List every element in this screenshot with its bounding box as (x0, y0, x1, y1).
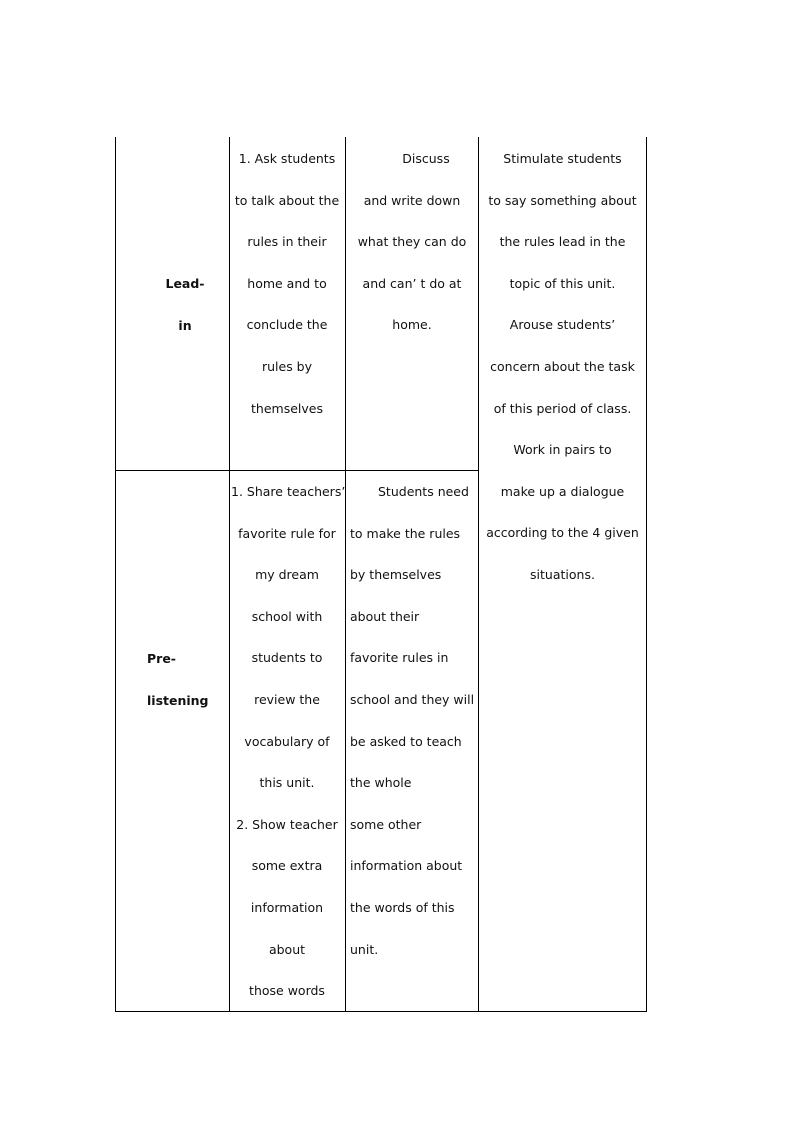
text-line: and can’ t do at (362, 275, 462, 291)
column-divider-2 (345, 137, 346, 1012)
table-border-bottom (115, 1011, 647, 1012)
purpose-cell (481, 138, 644, 596)
text-line: some extra (251, 858, 323, 874)
text-line: unit. (350, 941, 379, 957)
text-line: be asked to teach (350, 733, 462, 749)
column-divider-3 (478, 137, 479, 1012)
text-line: this unit. (259, 775, 315, 791)
text-line: those words (249, 983, 325, 999)
text-line: my dream (255, 567, 319, 583)
text-line: according to the 4 given (486, 525, 639, 541)
stage-line: Pre- (147, 651, 176, 666)
text-line: the words of this (350, 899, 455, 915)
text-line: school and they will (350, 691, 475, 707)
teacher-activity-cell-lead-in (231, 138, 343, 429)
text-line: themselves (251, 400, 323, 416)
text-line: and write down (363, 192, 461, 208)
text-line: home. (392, 317, 432, 333)
text-line: rules in their (247, 234, 327, 250)
student-activity-cell-lead-in (348, 138, 476, 346)
text-line: to talk about the (234, 192, 340, 208)
text-line: topic of this unit. (509, 275, 616, 291)
text-line: what they can do (357, 234, 467, 250)
stage-line: listening (147, 692, 209, 708)
text-line: 1. Share teachers’ (231, 484, 346, 499)
text-line: the whole (350, 775, 412, 791)
stage-cell-pre-listening (147, 638, 227, 721)
stage-line: in (178, 317, 192, 333)
text-line: to make the rules (350, 525, 461, 541)
text-line: students to (251, 650, 323, 666)
text-line: concern about the task (490, 358, 635, 374)
teacher-activity-cell-pre-listening (231, 471, 346, 1012)
text-line: favorite rules in (350, 650, 449, 666)
text-line: 2. Show teacher (236, 816, 338, 832)
text-line: by themselves (350, 567, 442, 583)
text-line: conclude the (246, 317, 328, 333)
text-line: Stimulate students (503, 151, 622, 166)
text-line: of this period of class. (493, 400, 632, 416)
text-line: make up a dialogue (500, 483, 625, 499)
text-line: information about (350, 858, 463, 874)
text-line: information (250, 899, 324, 915)
text-line: Arouse students’ (509, 317, 616, 333)
text-line: school with (251, 608, 323, 624)
text-line: Work in pairs to (513, 442, 612, 458)
text-line: favorite rule for (238, 525, 336, 541)
text-line: situations. (530, 566, 595, 582)
text-line: some other (350, 816, 422, 832)
column-divider-1 (229, 137, 230, 1012)
student-activity-cell-pre-listening (350, 471, 476, 970)
text-line: vocabulary of (244, 733, 330, 749)
text-line: about (268, 941, 306, 957)
text-line: rules by (261, 358, 313, 374)
text-line: Students need (378, 484, 469, 499)
table-border-right (646, 137, 647, 1012)
text-line: to say something about (488, 192, 637, 208)
text-line: Discuss (402, 151, 450, 166)
text-line: about their (350, 608, 420, 624)
text-line: the rules lead in the (499, 234, 626, 250)
text-line: home and to (247, 275, 327, 291)
stage-line: Lead- (165, 276, 205, 291)
text-line: 1. Ask students (238, 151, 336, 166)
stage-cell-lead-in (145, 263, 225, 346)
table-border-left (115, 137, 116, 1012)
text-line: review the (254, 691, 320, 707)
